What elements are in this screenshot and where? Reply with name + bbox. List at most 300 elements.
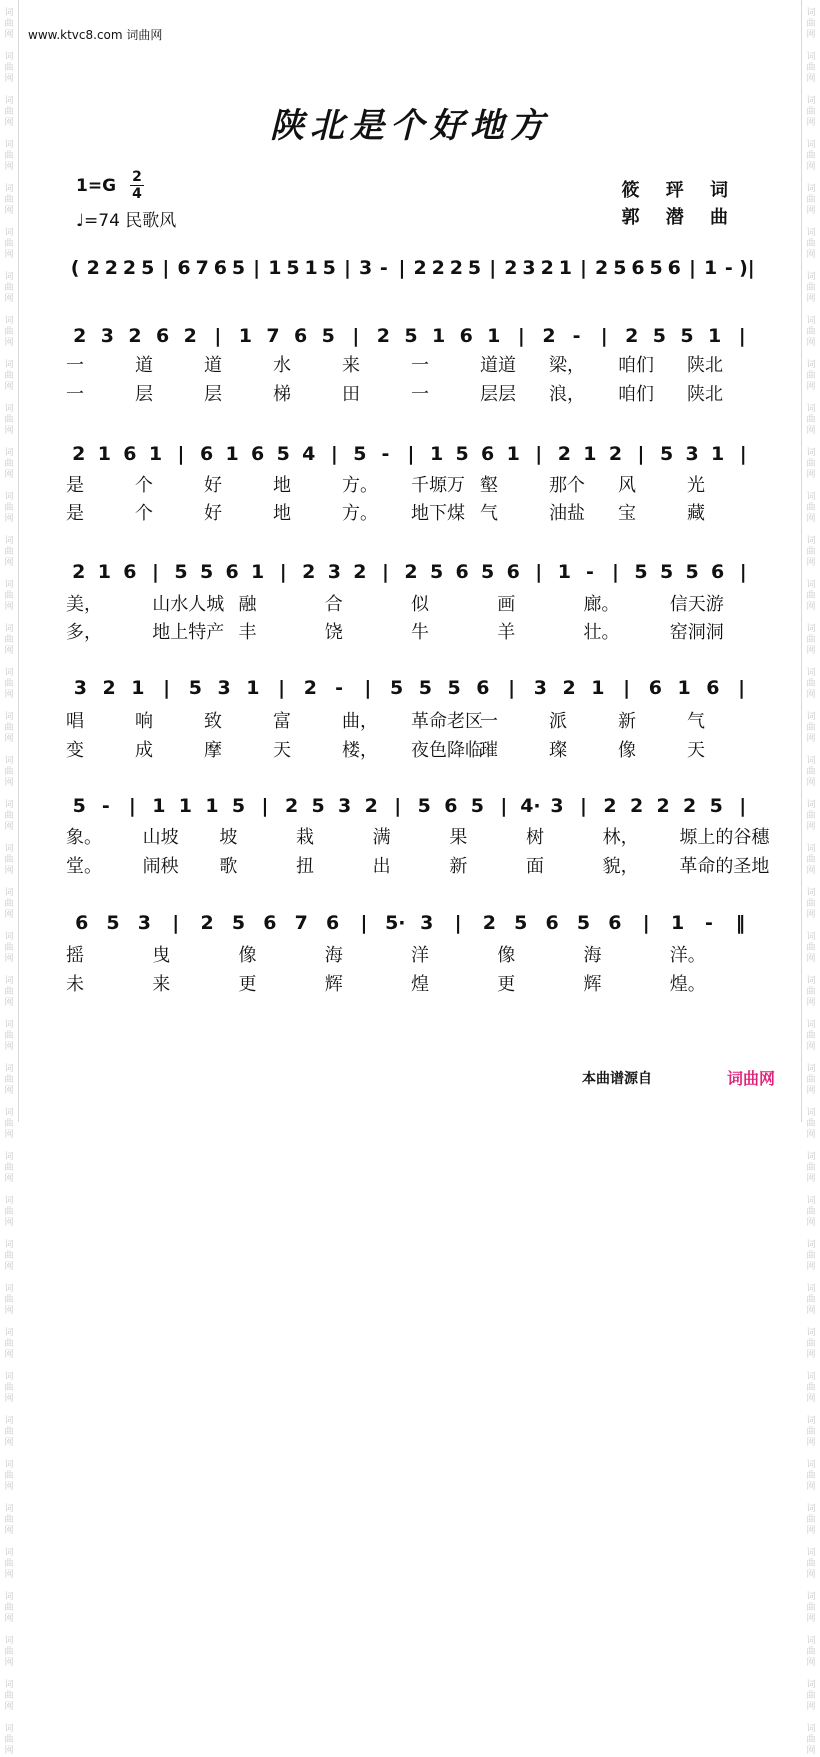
lyric-word: 曲， [342,711,378,732]
lyric-word: 闹秧 [142,856,179,877]
dash: - [705,912,713,934]
barline: | [343,257,351,279]
lyric-word: 曳 [152,945,171,966]
note: 3 [338,795,352,817]
dash: - [585,561,594,583]
note: 4 [302,443,316,465]
lyric-line-7-2 [0,970,820,994]
lyric-word: 坡 [219,827,238,848]
lyric-word: 像 [618,740,636,761]
note: 6 [545,912,559,934]
lyric-word: 是 [66,503,84,524]
lyric-word: 方。 [342,475,378,496]
barline: | [535,561,543,583]
note: 3 [73,677,87,699]
lyric-word: 融 [238,594,257,615]
lyric-word: 道 [135,355,153,376]
notation-svg [66,248,756,282]
barline: | [637,443,645,465]
lyric-word: 面 [526,856,544,877]
lyric-word: 象。 [66,827,102,848]
notation-line-5 [66,668,756,702]
note: 3 [137,912,152,934]
note: 5 [455,443,469,465]
note: 2 [128,325,142,347]
lyric-word: 藏 [687,503,705,524]
note: 3 [522,257,536,279]
barline: | [500,795,508,817]
barline: | [381,561,389,583]
lyric-word: 新 [449,856,468,877]
barline: | [253,257,261,279]
footer-source-label: 本曲谱源自 [582,1071,652,1087]
barline: | [623,677,631,699]
note: 2 [404,561,418,583]
note: 5 [286,257,300,279]
lyric-word: 响 [135,711,153,732]
barline: | [508,677,516,699]
note: 2 [629,795,644,817]
lyric-line-5-1 [0,707,820,731]
lyric-word: 似 [411,594,429,615]
notation-line-7 [66,903,756,937]
lyric-line-2-1 [0,351,820,375]
note: 2 [284,795,299,817]
note: 5 [685,561,699,583]
lyric-word: 道 [204,355,222,376]
barline: | [580,257,587,279]
barline: | [330,443,338,465]
note: 6 [325,912,340,934]
lyric-word: 致 [204,711,222,732]
note: 3 [217,677,231,699]
note: 6 [476,677,490,699]
note: 1 [97,561,111,583]
note: 1 [703,257,718,279]
note: 5 [481,561,495,583]
lyric-line-4-1 [0,590,820,614]
note: 5 [141,257,155,279]
lyric-line-3-2 [0,499,820,523]
note: 6 [455,561,469,583]
barline: | [162,257,170,279]
note: 1 [583,443,597,465]
note: 1 [677,677,691,699]
note: 2 [482,912,497,934]
lyric-word: 扭 [296,856,314,877]
lyric-word: 一 [66,384,84,405]
watermark-strip-left: 词 曲 网 词 曲 网 词 曲 网 词 曲 网 词 曲 网 词 曲 网 词 曲 网 词 曲 网 词 曲 网 词 曲 网 词 曲 网 词 曲 网 词 曲 网 词 曲 网 词 曲 网 词 曲 网 词 曲 网 词 曲 网 词 曲 网 词 曲 网 词 曲 网 词 曲 网 词 曲 网 词 曲 网 词 曲 网 词 曲 网 词 曲 网 词 曲 网 词 曲 网 词 曲 网 词 曲 网 词 曲 网 词 曲 网 词 曲 网 词 曲 网 词 曲 网 词 曲 网 词 曲 网 词 曲 网 词 曲 网 [0,0,19,1122]
note: 2 [376,325,391,347]
note: 5 [353,443,367,465]
lyric-word: 辉 [583,974,602,995]
barline: | [454,912,462,934]
time-signature [130,170,144,201]
note: 1 [148,443,163,465]
song-title: 陕北是个好地方 [270,106,550,146]
lyric-word: 派 [549,711,567,732]
note: 5 [613,257,627,279]
barline: | [360,912,368,934]
note: 1 [431,325,446,347]
lyric-word: 田 [342,384,360,405]
watermark-strip-right: 词 曲 网 词 曲 网 词 曲 网 词 曲 网 词 曲 网 词 曲 网 词 曲 网 词 曲 网 词 曲 网 词 曲 网 词 曲 网 词 曲 网 词 曲 网 词 曲 网 词 曲 网 词 曲 网 词 曲 网 词 曲 网 词 曲 网 词 曲 网 词 曲 网 词 曲 网 词 曲 网 词 曲 网 词 曲 网 词 曲 网 词 曲 网 词 曲 网 词 曲 网 词 曲 网 词 曲 网 词 曲 网 词 曲 网 词 曲 网 词 曲 网 词 曲 网 词 曲 网 词 曲 网 词 曲 网 词 曲 网 [801,0,820,1122]
lyric-word: 光 [687,475,705,496]
lyric-word: 地下煤 [411,503,465,524]
note: 2 [303,677,317,699]
note: 1 [707,325,722,347]
barline: | [364,677,372,699]
composer-credit: 郭 潜 曲 [621,207,738,228]
note: 2 [542,325,556,347]
lyric-word: 层 [204,384,222,405]
note: 5 [467,257,482,279]
lyric-word: 夜色降临 [411,740,483,761]
lyric-word: 堂。 [66,856,102,877]
key-signature: 1=G [76,176,117,196]
lyric-word: 变 [66,740,84,761]
lyric-word: 水 [273,355,291,376]
note: 5 [321,325,335,347]
barline: | [278,677,286,699]
lyric-word: 好 [204,475,222,496]
lyric-word: 饶 [324,622,343,643]
note: 3 [533,677,547,699]
note: 7 [266,325,280,347]
note: 5 [404,325,418,347]
notation-svg [66,668,756,702]
note: 5 [429,561,444,583]
note: 5 [418,677,432,699]
notation-svg [66,786,756,820]
note: 6 [667,257,681,279]
lyric-word: 地 [273,475,291,496]
lyric-word: 一 [411,384,429,405]
note: 2 [608,443,623,465]
note: 6 [263,912,277,934]
notation-line-2 [66,316,756,350]
lyric-word: 像 [497,945,516,966]
note: 3 [685,443,699,465]
barline: | [172,912,180,934]
notation-svg [66,903,756,937]
lyric-word: 层 [135,384,153,405]
lyric-word: 海 [324,945,343,966]
note: 1 [487,325,501,347]
barline: | [739,443,747,465]
lyric-line-4-2 [0,618,820,642]
note: 1 [251,561,265,583]
lyric-word: 一 [480,711,498,732]
note: 6 [459,325,473,347]
lyric-word: 个 [135,503,153,524]
tempo-marking [76,206,176,231]
lyric-word: 道道 [480,355,516,376]
barline: | [642,912,650,934]
note: 2 [102,677,116,699]
note: 5 [72,795,86,817]
lyric-word: 千塬万 [411,475,465,496]
lyric-word: 壑 [480,475,498,496]
note: 1 [152,795,166,817]
note: 6 [711,561,725,583]
tempo-text: =74 民歌风 [84,211,177,231]
note: 3 [420,912,434,934]
note: 5 [106,912,120,934]
lyric-word: 像 [238,945,257,966]
note: 2 [183,325,197,347]
lyric-word: 更 [497,974,516,995]
note: 5 [709,795,723,817]
lyric-word: 海 [583,945,602,966]
note: 2 [449,257,464,279]
lyric-word: 天 [687,740,705,761]
note: 6 [648,677,662,699]
note: 1 [131,677,145,699]
note: 5 [231,257,246,279]
lyric-word: 歌 [219,856,238,877]
notation-line-4 [66,552,756,586]
lyric-word: 煌。 [669,974,706,995]
barline: | [407,443,415,465]
note: 2 [72,561,86,583]
lyric-word: 梁， [549,355,585,376]
note: 1 [238,325,253,347]
lyric-word: 更 [238,974,257,995]
lyric-word: 林， [602,827,639,848]
note: 1 [711,443,725,465]
lyric-line-7-1 [0,941,820,965]
barline: | [151,561,159,583]
note: 2 [625,325,639,347]
lyric-word: 梯 [273,384,291,405]
dash: - [101,795,110,817]
lyric-word: 天 [273,740,291,761]
lyric-word: 满 [372,827,391,848]
note: 2 [413,257,427,279]
note: 2 [540,257,554,279]
lyric-word: 果 [449,827,468,848]
lyric-word: 唱 [66,711,84,732]
note: 6 [444,795,458,817]
note: 5 [276,443,290,465]
note: 6 [293,325,308,347]
note: 7 [195,257,209,279]
notation-svg [66,434,756,468]
note: 1 [591,677,605,699]
note: 2 [104,257,119,279]
note: 5 [514,912,528,934]
dash: - [379,257,388,279]
lyric-word: 咱们 [618,355,654,376]
lyric-word: 摩 [204,740,222,761]
note: 7 [294,912,308,934]
note: 6 [199,443,214,465]
note: 6 [251,443,265,465]
note: 2 [200,912,214,934]
site-url[interactable]: www.ktvc8.com 词曲网 [28,28,163,42]
lyric-line-2-2 [0,380,820,404]
note: 2 [683,795,697,817]
note: 3 [327,561,341,583]
notation-line-1 [66,248,756,282]
note: 5 [322,257,336,279]
lyric-word: 山水人城 [152,594,225,615]
note: 5 [649,257,663,279]
note: 1 [205,795,219,817]
lyric-word: 树 [526,827,544,848]
dash: - [381,443,390,465]
lyric-word: 洋 [411,945,429,966]
lyric-word: 一 [411,355,429,376]
barline: | [261,795,269,817]
meter-bottom: 4 [132,186,142,202]
note: 1 [268,257,282,279]
lyric-word: 浪， [549,384,585,405]
note: 5· [385,912,406,934]
barline: ( [70,257,80,279]
lyric-word: 画 [497,594,516,615]
lyric-word: 咱们 [618,384,654,405]
lyric-word: 璀 [480,740,498,761]
footer-brand-link[interactable]: 词曲网 [727,1069,776,1088]
barline: | [739,795,747,817]
note: 5 [231,912,246,934]
lyric-word: 塬上的谷穗 [679,827,770,848]
lyric-word: 摇 [66,945,84,966]
barline: )| [739,257,755,279]
barline: | [163,677,171,699]
note: 1 [225,443,239,465]
note: 6 [608,912,622,934]
barline: | [352,325,360,347]
lyric-word: 煌 [411,974,429,995]
note: 1 [558,257,572,279]
barline: | [128,795,136,817]
notation-line-6 [66,786,756,820]
note: 2 [353,561,367,583]
note: 2 [364,795,378,817]
note: 1 [97,443,111,465]
note: 5 [390,677,404,699]
barline: | [214,325,222,347]
barline: | [517,325,525,347]
lyric-word: 山坡 [142,827,179,848]
note: 1 [246,677,260,699]
lyric-word: 壮。 [583,622,620,643]
note: 6 [481,443,495,465]
note: 4· [520,795,541,817]
note: 6 [177,257,191,279]
barline: | [611,561,619,583]
note: 3 [550,795,564,817]
note: 2 [122,257,137,279]
lyric-word: 革命老区 [411,711,483,732]
note: 3 [358,257,373,279]
note: 1 [506,443,520,465]
barline: | [738,325,746,347]
note: 2 [86,257,100,279]
lyric-word: 风 [618,475,636,496]
note: 5 [174,561,188,583]
note: 2 [562,677,576,699]
note: 6 [123,561,137,583]
barline: | [279,561,287,583]
lyric-word: 气 [480,503,498,524]
lyric-line-3-1 [0,471,820,495]
note: 5 [634,561,648,583]
lyric-word: 栽 [296,827,314,848]
lyric-word: 辉 [324,974,343,995]
note: 6 [155,325,170,347]
lyric-line-6-2 [0,852,820,876]
lyricist-credit: 筱 玶 词 [621,180,738,201]
lyric-word: 璨 [549,740,567,761]
note: 1 [429,443,444,465]
lyric-word: 来 [342,355,360,376]
note: 6 [706,677,720,699]
barline: | [580,795,587,817]
barline: ‖ [735,912,746,934]
barline: | [398,257,406,279]
note: 5 [199,561,214,583]
lyric-word: 是 [66,475,84,496]
lyric-line-6-1 [0,823,820,847]
lyric-word: 合 [324,594,343,615]
lyric-word: 牛 [411,622,429,643]
note: 6 [75,912,89,934]
lyric-word: 方。 [342,503,378,524]
barline: | [394,795,402,817]
lyric-word: 貌， [602,856,639,877]
lyric-word: 层层 [480,384,516,405]
note: 5 [652,325,667,347]
note: 1 [670,912,685,934]
note: 1 [178,795,193,817]
lyric-word: 气 [687,711,705,732]
note: 6 [506,561,520,583]
note: 2 [504,257,518,279]
note: 2 [431,257,445,279]
lyric-line-5-2 [0,736,820,760]
barline: | [739,561,747,583]
note: 5 [659,443,674,465]
lyric-word: 窑洞洞 [669,622,724,643]
lyric-word: 来 [152,974,171,995]
lyric-word: 油盐 [549,503,585,524]
note: 6 [213,257,227,279]
lyric-word: 成 [135,740,153,761]
lyric-word: 多， [66,622,102,643]
note: 6 [123,443,137,465]
lyric-word: 丰 [238,622,257,643]
note: 2 [302,561,316,583]
lyric-word: 廊。 [583,594,620,615]
lyric-word: 陕北 [687,384,723,405]
barline: | [177,443,185,465]
note: 6 [225,561,239,583]
quarter-note-icon: ♩ [76,211,85,231]
lyric-word: 出 [372,856,391,877]
lyric-word: 富 [273,711,291,732]
barline: | [535,443,543,465]
note: 5 [311,795,325,817]
note: 2 [72,443,86,465]
dash: - [572,325,581,347]
lyric-word: 羊 [497,622,516,643]
note: 2 [73,325,87,347]
note: 2 [656,795,670,817]
